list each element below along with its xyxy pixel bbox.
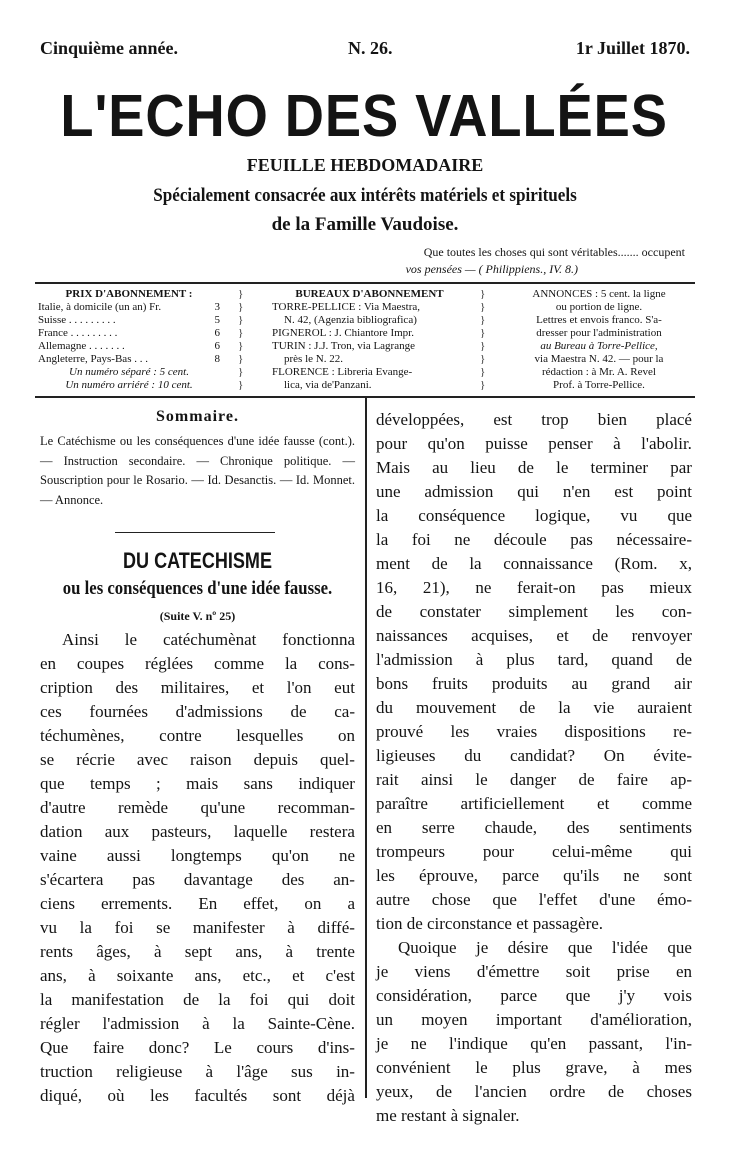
article-line: ment de la connaissance (Rom. x, (376, 554, 692, 573)
article-line: considération, parce que j'y vois (376, 986, 692, 1005)
article-line: la foi ne découle pas nécessaire- (376, 530, 692, 549)
subscription-offices (272, 288, 467, 392)
article-line: se récrie avec raison depuis quel- (40, 750, 355, 769)
advertising-info (506, 288, 692, 392)
article-line: pour qu'on puisse penser à l'abolir. (376, 434, 692, 453)
issue-date: 1r Juillet 1870. (575, 38, 690, 58)
article-line: les éprouve, parce qu'ils ne sont (376, 866, 692, 885)
article-line: paraître artificiellement et comme (376, 794, 692, 813)
prices-title: PRIX D'ABONNEMENT : (65, 288, 193, 300)
article-line: en coupes réglées comme la cons- (40, 654, 355, 673)
annonces-line: Prof. à Torre-Pellice. (553, 379, 645, 391)
bureaux-line: FLORENCE : Libreria Evange- (272, 366, 413, 378)
bureaux-line: N. 42, (Agenzia bibliografica) (284, 314, 417, 326)
article-line: ans, à soixante ans, etc., et c'est (40, 966, 355, 985)
article-column-left (40, 628, 355, 1108)
article-line: Mais au lieu de le terminer par (376, 458, 692, 477)
article-line: du mouvement de la vie auraient (376, 698, 692, 717)
article-line: rait ainsi le danger de faire ap- (376, 770, 692, 789)
subscription-prices (38, 288, 220, 392)
issue-number: N. 26. (348, 38, 393, 58)
article-line: 16, 21), ne ferait-on pas mieux (376, 578, 692, 597)
article-line: tion de circonstance et passagère. (376, 914, 604, 933)
header-rule (35, 282, 695, 284)
article-subtitle: ou les conséquences d'une idée fausse. (62, 578, 333, 599)
article-line: Que faire donc? Le cours d'ins- (40, 1038, 355, 1057)
subtitle-dedication: Spécialement consacrée aux intérêts matériels et spirituels (153, 185, 577, 206)
price-row: Allemagne . . . . . . . 6 (38, 340, 220, 352)
annonces-line: au Bureau à Torre-Pellice, (540, 340, 658, 352)
epigraph-line-2: vos pensées — ( Philippiens., IV. 8.) (405, 262, 578, 276)
annonces-line: via Maestra N. 42. — pour la (534, 353, 664, 365)
annonces-line: ou portion de ligne. (555, 301, 643, 313)
annonces-line: dresser pour l'administration (536, 327, 662, 339)
article-line: je viens d'émettre soit prise en (376, 962, 692, 981)
bureaux-line: près le N. 22. (284, 353, 343, 365)
article-line: téchumènes, contre lesquelles on (40, 726, 355, 745)
article-line: de constater simplement les con- (376, 602, 692, 621)
article-line: prouvé les vraies dispositions re- (376, 722, 692, 741)
summary-rule (115, 532, 275, 533)
article-line: développées, est trop bien placé (376, 410, 692, 429)
article-line: que temps ; mais sans indiquer (40, 774, 355, 793)
article-line: ligieuses du candidat? On évite- (376, 746, 692, 765)
article-line: s'écartera pas davantage des an- (40, 870, 355, 889)
article-line: diqué, où les facultés sont déjà (40, 1086, 355, 1105)
article-line: cription des militaires, et l'on eut (40, 678, 355, 697)
article-line: convénient le plus grave, à mes (376, 1058, 692, 1077)
article-line: truction religieuse à l'âge sus in- (40, 1062, 355, 1081)
article-line: dation aux pasteurs, laquelle restera (40, 822, 355, 841)
summary-text: Le Catéchisme ou les conséquences d'une idée fausse (cont.). — Instruction secondaire. — Chronique politique. — Souscription pour le Rosario. — Id. Desanctis. — Id. Monnet. — Annonce. (40, 434, 355, 507)
annonces-line: Lettres et envois franco. S'a- (536, 314, 662, 326)
masthead-title: L'ECHO DES VALLÉES (60, 83, 668, 149)
back-issue-price: Un numéro arriéré : 10 cent. (65, 379, 193, 391)
article-line: vu la foi se manifester à diffé- (40, 918, 355, 937)
summary-title: Sommaire. (156, 408, 239, 425)
bureaux-title: BUREAUX D'ABONNEMENT (295, 288, 444, 300)
issue-year: Cinquième année. (40, 38, 179, 58)
article-line: un moyen important d'amélioration, (376, 1010, 692, 1029)
article-line: Ainsi le catéchumènat fonctionna (62, 630, 355, 649)
article-line: yeux, de l'ancien ordre de choses (376, 1082, 692, 1101)
single-issue-price: Un numéro séparé : 5 cent. (69, 366, 189, 378)
column-rule (365, 398, 367, 1098)
bureaux-line: TURIN : J.J. Tron, via Lagrange (272, 340, 415, 352)
bureaux-line: lica, via de'Panzani. (284, 379, 372, 391)
article-line: la manifestation de la foi qui doit (40, 990, 355, 1009)
price-row: Suisse . . . . . . . . . 5 (38, 314, 220, 326)
article-line: régler l'admission à la Sainte-Cène. (40, 1014, 355, 1033)
article-line: trompeurs pour celui-même qui (376, 842, 692, 861)
price-row: France . . . . . . . . . 6 (38, 327, 220, 339)
article-line: me restant à signaler. (376, 1106, 520, 1125)
bureaux-line: TORRE-PELLICE : Via Maestra, (272, 301, 421, 313)
brace-divider: } } } } } } } } (480, 288, 486, 391)
article-line: rents âges, à sept ans, à trente (40, 942, 355, 961)
subtitle-family: de la Famille Vaudoise. (271, 214, 459, 235)
article-title: DU CATECHISME (122, 548, 273, 573)
article-line: ces fournées d'admissions de ca- (40, 702, 355, 721)
bureaux-line: PIGNEROL : J. Chiantore Impr. (272, 327, 414, 339)
article-line: d'autre remède qu'une recomman- (40, 798, 355, 817)
annonces-line: rédaction : à Mr. A. Revel (542, 366, 656, 378)
article-line: je ne l'indique qu'en passant, l'in- (376, 1034, 692, 1053)
issue-line (40, 38, 690, 62)
brace-divider: } } } } } } } } (238, 288, 244, 391)
article-line: Quoique je désire que l'idée que (398, 938, 692, 957)
article-line: l'admission à plus tard, quand de (376, 650, 692, 669)
article-line: la conséquence logique, vu que (376, 506, 692, 525)
article-line: ciens errements. En effet, on a (40, 894, 355, 913)
article-line: vaine aussi longtemps qu'on ne (40, 846, 355, 865)
article-line: une admission qui n'en est point (376, 482, 692, 501)
subtitle-weekly: FEUILLE HEBDOMADAIRE (246, 155, 484, 175)
article-continuation: (Suite V. nº 25) (159, 609, 236, 623)
article-line: en serre chaude, des sentiments (376, 818, 692, 837)
article-line: naissances acquises, et de renvoyer (376, 626, 692, 645)
price-row: Angleterre, Pays-Bas . . . 8 (38, 353, 220, 365)
epigraph-line-1: Que toutes les choses qui sont véritables....... occupent (423, 245, 685, 259)
annonces-line: ANNONCES : 5 cent. la ligne (532, 288, 666, 300)
article-line: bons fruits produits au grand air (376, 674, 692, 693)
article-column-right (376, 408, 692, 1128)
price-row: Italie, à domicile (un an) Fr. 3 (38, 301, 220, 313)
article-line: autre chose que l'effet d'une émo- (376, 890, 692, 909)
